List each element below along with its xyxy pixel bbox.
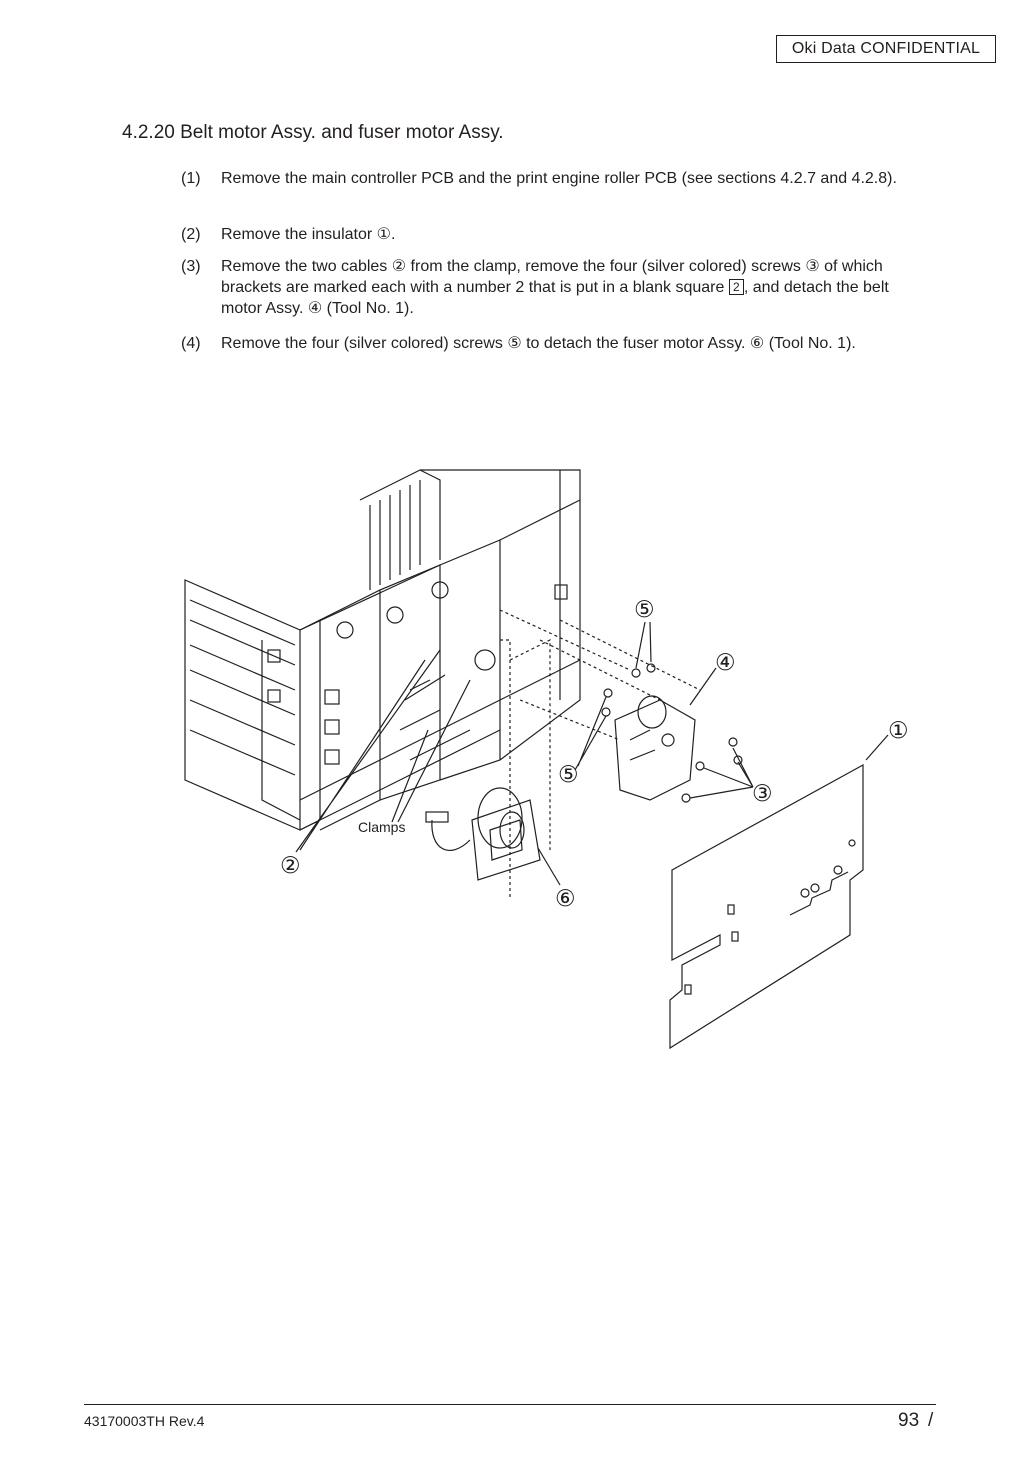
step-text-part: (Tool No. 1).: [322, 300, 414, 317]
footer-divider: [84, 1404, 936, 1405]
step-text-part: .: [390, 226, 396, 243]
callout-mark: ④: [307, 300, 323, 317]
step-text: [221, 224, 921, 245]
screws: [602, 664, 742, 802]
callout-4: ④: [715, 650, 736, 676]
step-text-part: Remove the insulator: [221, 226, 377, 243]
document-number: 43170003TH Rev.4: [84, 1413, 205, 1429]
insulator-illustration: [670, 765, 863, 1048]
step-4: [181, 333, 921, 354]
step-2: [181, 224, 921, 245]
step-text-part: Remove the two cables: [221, 258, 392, 275]
step-text: [221, 333, 921, 354]
clamps-label: Clamps: [358, 819, 406, 835]
step-text-part: of which brackets are marked each with a number 2 that is put in a blank square: [221, 258, 883, 296]
callout-mark: ①: [376, 226, 391, 243]
boxed-number: 2: [729, 279, 744, 295]
exploded-view-figure: [170, 455, 910, 1065]
step-1: [181, 168, 921, 189]
step-text: [221, 256, 921, 319]
step-3: [181, 256, 921, 319]
callout-mark: ③: [805, 258, 820, 275]
step-number: (1): [181, 170, 201, 187]
confidential-label: Oki Data CONFIDENTIAL: [776, 35, 996, 63]
step-text-part: from the clamp, remove the four (silver colored) screws: [406, 258, 806, 275]
step-number: (4): [181, 335, 201, 352]
step-text: Remove the main controller PCB and the print engine roller PCB (see sections 4.2.7 and 4.2.8).: [221, 170, 897, 187]
callout-5-left: ⑤: [558, 762, 579, 788]
section-title: 4.2.20 Belt motor Assy. and fuser motor Assy.: [122, 122, 504, 143]
callout-3: ③: [752, 781, 773, 807]
callout-2: ②: [280, 853, 301, 879]
step-text-part: to detach the fuser motor Assy.: [521, 335, 750, 352]
step-number: (3): [181, 258, 201, 275]
callout-mark: ⑤: [507, 335, 522, 352]
step-text-part: , and detach the belt motor Assy.: [221, 279, 889, 317]
step-text-part: Remove the four (silver colored) screws: [221, 335, 508, 352]
page-slash: /: [928, 1410, 934, 1431]
printer-frame: [185, 470, 580, 830]
step-number: (2): [181, 226, 201, 243]
callout-mark: ②: [391, 258, 407, 275]
page-number: 93: [898, 1410, 920, 1431]
callout-1: ①: [888, 718, 909, 744]
fuser-motor-illustration: [426, 788, 540, 880]
callout-6: ⑥: [555, 886, 576, 912]
callout-mark: ⑥: [749, 335, 765, 352]
leader-lines: [296, 622, 888, 885]
callout-5-top: ⑤: [634, 597, 655, 623]
belt-motor-illustration: [615, 696, 695, 800]
step-text-part: (Tool No. 1).: [764, 335, 856, 352]
guide-lines: [500, 610, 700, 900]
